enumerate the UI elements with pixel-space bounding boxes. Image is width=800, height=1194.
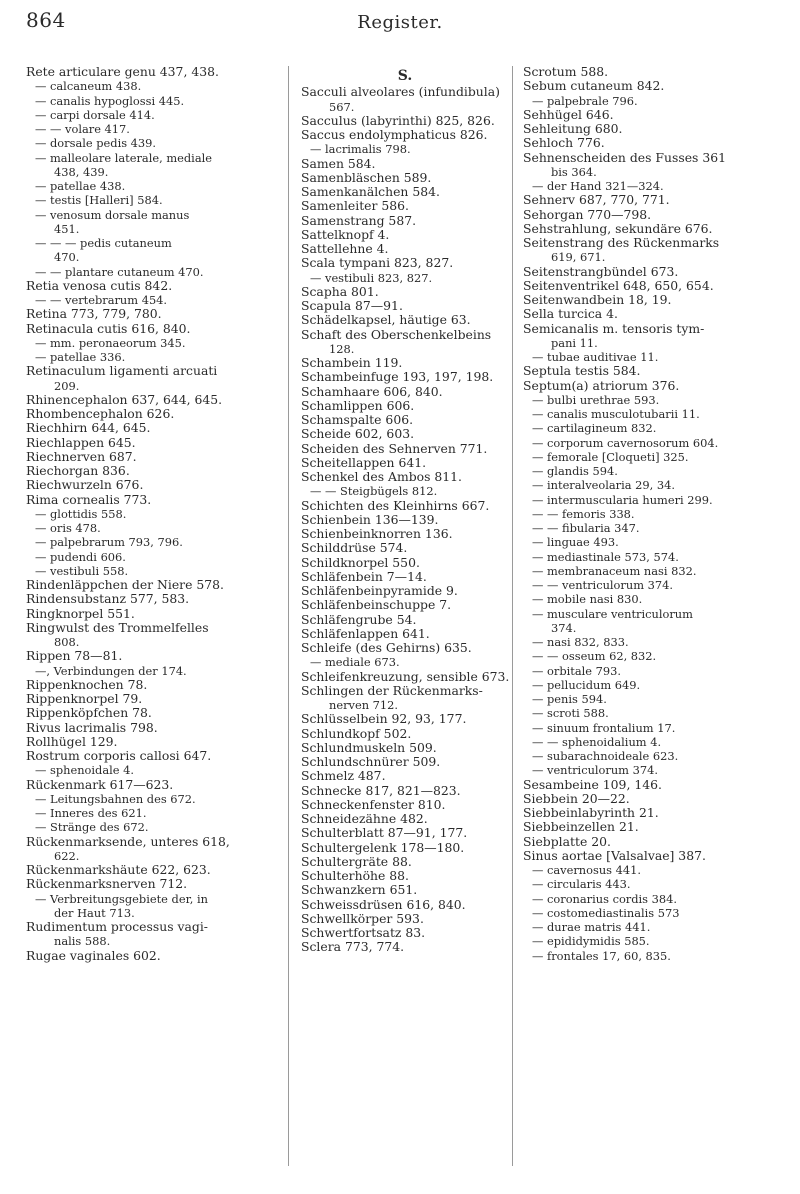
index-entry: Schambein 119. bbox=[301, 355, 403, 370]
index-subentry: — der Hand 321—324. bbox=[532, 179, 664, 193]
index-subentry: — glandis 594. bbox=[532, 464, 618, 478]
index-entry: Schultergräte 88. bbox=[301, 853, 412, 869]
index-entry: Sehleitung 680. bbox=[523, 121, 623, 136]
index-subentry: — membranaceum nasi 832. bbox=[532, 563, 697, 578]
index-entry: Sclera 773, 774. bbox=[301, 939, 405, 955]
index-subentry: — malleolare laterale, mediale bbox=[35, 150, 212, 165]
index-entry: Schmelz 487. bbox=[301, 768, 386, 784]
index-entry: Riechwurzeln 676. bbox=[26, 477, 144, 493]
index-entry-continuation: 470. bbox=[54, 250, 80, 265]
index-subentry: — carpi dorsale 414. bbox=[35, 107, 155, 122]
index-subentry: — — fibularia 347. bbox=[532, 521, 640, 535]
index-entry: Sebum cutaneum 842. bbox=[523, 78, 665, 94]
index-column-3 bbox=[523, 65, 778, 963]
index-entry: Samenbläschen 589. bbox=[301, 169, 432, 185]
index-entry: Schläfenbeinpyramide 9. bbox=[301, 583, 458, 598]
index-entry: Rückenmarksnerven 712. bbox=[26, 876, 188, 892]
index-entry-continuation: pani 11. bbox=[551, 335, 598, 350]
index-entry: Ringknorpel 551. bbox=[26, 605, 135, 621]
index-entry: Schleifenkreuzung, sensible 673. bbox=[301, 668, 510, 684]
index-entry: Schleife (des Gehirns) 635. bbox=[301, 640, 472, 655]
index-entry: Sehorgan 770—798. bbox=[523, 206, 652, 222]
index-entry: Schädelkapsel, häutige 63. bbox=[301, 312, 471, 328]
index-entry: Schlingen der Rückenmarks- bbox=[301, 682, 483, 698]
index-entry: Schultergelenk 178—180. bbox=[301, 839, 465, 855]
index-subentry: — Leitungsbahnen des 672. bbox=[35, 791, 196, 806]
index-entry: Scapha 801. bbox=[301, 283, 379, 299]
index-subentry: — tubae auditivae 11. bbox=[532, 350, 659, 364]
index-entry: Seitenventrikel 648, 650, 654. bbox=[523, 277, 714, 293]
index-subentry: — — osseum 62, 832. bbox=[532, 649, 657, 664]
index-subentry: — lacrimalis 798. bbox=[310, 142, 411, 157]
index-entry: Schlundkopf 502. bbox=[301, 725, 412, 741]
index-entry: Rippenknorpel 79. bbox=[26, 691, 143, 706]
index-column-2 bbox=[301, 65, 509, 955]
index-entry: Semicanalis m. tensoris tym- bbox=[523, 320, 705, 336]
index-subentry: — interalveolaria 29, 34. bbox=[532, 478, 676, 493]
index-subentry: — — sphenoidalium 4. bbox=[532, 734, 662, 749]
index-entry-continuation: nalis 588. bbox=[54, 934, 111, 949]
index-entry: Sattellehne 4. bbox=[301, 241, 389, 256]
index-subentry: — sphenoidale 4. bbox=[35, 763, 135, 778]
index-subentry: — subarachnoideale 623. bbox=[532, 749, 679, 763]
index-entry: Riechorgan 836. bbox=[26, 463, 130, 478]
index-entry: Riechlappen 645. bbox=[26, 434, 136, 450]
index-entry: Schulterblatt 87—91, 177. bbox=[301, 825, 468, 841]
index-subentry: — patellae 438. bbox=[35, 179, 126, 193]
index-entry: Siebbein 20—22. bbox=[523, 790, 630, 806]
index-subentry: — palpebrarum 793, 796. bbox=[35, 535, 183, 550]
index-subentry: — orbitale 793. bbox=[532, 663, 621, 678]
index-subentry: — penis 594. bbox=[532, 692, 607, 706]
index-subentry: — costomediastinalis 573 bbox=[532, 905, 680, 920]
index-entry: Retia venosa cutis 842. bbox=[26, 277, 173, 293]
index-entry-continuation: 438, 439. bbox=[54, 164, 109, 179]
index-subentry: —, Verbindungen der 174. bbox=[35, 663, 187, 678]
column-divider bbox=[512, 66, 513, 1166]
index-entry: Schildknorpel 550. bbox=[301, 554, 420, 570]
index-entry-continuation: bis 364. bbox=[551, 164, 597, 179]
index-subentry: — — Steigbügels 812. bbox=[310, 484, 438, 499]
index-entry: Schnecke 817, 821—823. bbox=[301, 782, 461, 798]
index-subentry: — — — pedis cutaneum bbox=[35, 236, 172, 250]
index-entry: Rostrum corporis callosi 647. bbox=[26, 748, 212, 763]
index-entry: Septum(a) atriorum 376. bbox=[523, 377, 680, 393]
index-subentry: — corporum cavernosorum 604. bbox=[532, 435, 719, 450]
index-subentry: — mediale 673. bbox=[310, 655, 400, 670]
index-entry: Septula testis 584. bbox=[523, 363, 641, 379]
index-entry-continuation: 622. bbox=[54, 848, 80, 863]
index-entry: Schamhaare 606, 840. bbox=[301, 383, 443, 399]
index-subentry: — nasi 832, 833. bbox=[532, 635, 629, 649]
index-entry: Schneckenfenster 810. bbox=[301, 796, 446, 812]
index-entry: Riechnerven 687. bbox=[26, 448, 137, 464]
index-subentry: — glottidis 558. bbox=[35, 506, 127, 521]
index-entry: Sehnerv 687, 770, 771. bbox=[523, 192, 670, 208]
index-subentry: — patellae 336. bbox=[35, 350, 126, 364]
index-subentry: — ventriculorum 374. bbox=[532, 763, 658, 778]
index-entry: Rete articulare genu 437, 438. bbox=[26, 64, 219, 79]
index-entry: Schaft des Oberschenkelbeins bbox=[301, 326, 492, 342]
index-entry: Rippen 78—81. bbox=[26, 648, 123, 664]
index-entry: Siebplatte 20. bbox=[523, 833, 611, 849]
index-entry-continuation: 451. bbox=[54, 221, 80, 236]
index-subentry: — Stränge des 672. bbox=[35, 820, 149, 835]
index-entry: Scheiden des Sehnerven 771. bbox=[301, 440, 488, 456]
index-subentry: — — plantare cutaneum 470. bbox=[35, 264, 204, 279]
index-subentry: — oris 478. bbox=[35, 521, 101, 535]
index-subentry: — durae matris 441. bbox=[532, 920, 651, 934]
index-entry: Sacculi alveolares (infundibula) bbox=[301, 84, 500, 100]
index-subentry: — mm. peronaeorum 345. bbox=[35, 335, 186, 350]
index-subentry: — femorale [Cloqueti] 325. bbox=[532, 449, 689, 464]
index-entry: Seitenwandbein 18, 19. bbox=[523, 292, 672, 307]
index-entry-continuation: 209. bbox=[54, 378, 80, 393]
index-entry: Rollhügel 129. bbox=[26, 733, 118, 749]
index-subentry: — — femoris 338. bbox=[532, 506, 635, 521]
index-entry-continuation: 128. bbox=[329, 341, 355, 356]
index-entry: Schulterhöhe 88. bbox=[301, 868, 409, 883]
index-subentry: — canalis musculotubarii 11. bbox=[532, 407, 700, 421]
index-entry: Sella turcica 4. bbox=[523, 306, 618, 322]
index-entry: Schienbein 136—139. bbox=[301, 511, 439, 527]
index-entry: Rima cornealis 773. bbox=[26, 491, 152, 507]
index-subentry: — frontales 17, 60, 835. bbox=[532, 948, 671, 963]
index-subentry: — musculare ventriculorum bbox=[532, 606, 693, 621]
index-entry: Ringwulst des Trommelfelles bbox=[26, 619, 209, 635]
index-subentry: — mobile nasi 830. bbox=[532, 592, 643, 607]
index-entry: Retinaculum ligamenti arcuati bbox=[26, 363, 218, 379]
index-entry-continuation: 567. bbox=[329, 99, 355, 114]
index-entry: Rückenmarksende, unteres 618, bbox=[26, 833, 230, 849]
index-subentry: — — volare 417. bbox=[35, 122, 130, 136]
index-subentry: — testis [Halleri] 584. bbox=[35, 193, 163, 208]
index-entry: Rippenköpfchen 78. bbox=[26, 705, 152, 721]
index-entry: Schichten des Kleinhirns 667. bbox=[301, 497, 490, 513]
index-entry: Rugae vaginales 602. bbox=[26, 947, 161, 963]
index-entry: Schläfenbein 7—14. bbox=[301, 568, 427, 584]
index-entry: Samenstrang 587. bbox=[301, 212, 417, 228]
index-entry: Sehnenscheiden des Fusses 361 bbox=[523, 149, 726, 165]
index-entry: Rindenläppchen der Niere 578. bbox=[26, 577, 224, 592]
index-entry: Rückenmark 617—623. bbox=[26, 776, 174, 792]
index-entry: Schienbeinknorren 136. bbox=[301, 526, 453, 541]
index-entry: Rudimentum processus vagi- bbox=[26, 919, 208, 934]
index-entry: Rhinencephalon 637, 644, 645. bbox=[26, 391, 223, 407]
index-entry-continuation: nerven 712. bbox=[329, 698, 399, 712]
page-number: 864 bbox=[26, 8, 66, 32]
index-subentry: — coronarius cordis 384. bbox=[532, 891, 678, 906]
index-entry: Sehloch 776. bbox=[523, 135, 605, 151]
index-entry: Rhombencephalon 626. bbox=[26, 406, 175, 421]
index-entry: Rippenknochen 78. bbox=[26, 676, 148, 692]
index-entry-continuation: 619, 671. bbox=[551, 250, 606, 265]
index-entry: Schweissdrüsen 616, 840. bbox=[301, 896, 466, 912]
index-entry: Schlundmuskeln 509. bbox=[301, 739, 437, 755]
index-subentry: — Inneres des 621. bbox=[35, 806, 147, 820]
index-subentry: — pudendi 606. bbox=[35, 549, 126, 564]
index-entry: Siebbeinzellen 21. bbox=[523, 819, 639, 835]
index-subentry: — linguae 493. bbox=[532, 535, 619, 550]
section-letter: S. bbox=[397, 68, 413, 84]
index-entry: Retinacula cutis 616, 840. bbox=[26, 320, 191, 336]
index-column-1 bbox=[26, 65, 274, 963]
index-entry: Schläfengrube 54. bbox=[301, 611, 417, 627]
index-entry: Schamlippen 606. bbox=[301, 397, 415, 413]
index-subentry: — epididymidis 585. bbox=[532, 934, 650, 949]
index-subentry: — circularis 443. bbox=[532, 877, 631, 892]
index-entry: Sehhügel 646. bbox=[523, 106, 614, 122]
index-subentry: — cavernosus 441. bbox=[532, 863, 642, 877]
index-entry: Samenkanälchen 584. bbox=[301, 184, 440, 199]
index-entry: Sattelknopf 4. bbox=[301, 226, 390, 242]
column-divider bbox=[288, 66, 289, 1166]
index-entry-continuation: 374. bbox=[551, 620, 577, 635]
running-head: Register. bbox=[357, 12, 443, 33]
index-entry: Sesambeine 109, 146. bbox=[523, 776, 662, 792]
index-entry: Sehstrahlung, sekundäre 676. bbox=[523, 220, 713, 236]
index-subentry: — venosum dorsale manus bbox=[35, 207, 190, 222]
index-entry: Schlundschnürer 509. bbox=[301, 754, 441, 769]
index-subentry: — — vertebrarum 454. bbox=[35, 293, 168, 307]
index-entry: Rivus lacrimalis 798. bbox=[26, 719, 158, 735]
index-entry: Scheide 602, 603. bbox=[301, 426, 415, 442]
index-subentry: — vestibuli 558. bbox=[35, 563, 129, 578]
index-subentry: — dorsale pedis 439. bbox=[35, 136, 157, 151]
index-entry: Schilddrüse 574. bbox=[301, 540, 408, 556]
index-subentry: — pellucidum 649. bbox=[532, 677, 641, 692]
index-entry: Scrotum 588. bbox=[523, 64, 609, 79]
index-subentry: — canalis hypoglossi 445. bbox=[35, 93, 185, 108]
index-entry-continuation: der Haut 713. bbox=[54, 905, 135, 920]
index-entry: Schneidezähne 482. bbox=[301, 811, 428, 826]
index-subentry: — vestibuli 823, 827. bbox=[310, 270, 433, 285]
index-entry: Schwanzkern 651. bbox=[301, 882, 418, 898]
index-subentry: — mediastinale 573, 574. bbox=[532, 549, 679, 564]
index-entry: Samenleiter 586. bbox=[301, 198, 409, 214]
index-entry: Sinus aortae [Valsalvae] 387. bbox=[523, 847, 706, 863]
index-entry: Schenkel des Ambos 811. bbox=[301, 469, 462, 484]
index-entry: Samen 584. bbox=[301, 155, 376, 171]
index-subentry: — intermuscularia humeri 299. bbox=[532, 492, 713, 507]
index-entry: Rückenmarkshäute 622, 623. bbox=[26, 862, 211, 877]
index-subentry: — cartilagineum 832. bbox=[532, 421, 657, 436]
index-entry: Riechhirn 644, 645. bbox=[26, 420, 151, 436]
index-entry: Schlüsselbein 92, 93, 177. bbox=[301, 711, 467, 727]
index-subentry: — sinuum frontalium 17. bbox=[532, 720, 676, 735]
index-entry: Schambeinfuge 193, 197, 198. bbox=[301, 369, 494, 385]
index-entry: Seitenstrangbündel 673. bbox=[523, 263, 679, 279]
index-entry: Retina 773, 779, 780. bbox=[26, 306, 162, 322]
index-entry: Schamspalte 606. bbox=[301, 412, 414, 427]
index-entry: Scheitellappen 641. bbox=[301, 454, 427, 470]
index-subentry: — calcaneum 438. bbox=[35, 79, 142, 94]
index-entry: Saccus endolymphaticus 826. bbox=[301, 127, 488, 142]
index-subentry: — bulbi urethrae 593. bbox=[532, 392, 660, 407]
index-subentry: — Verbreitungsgebiete der, in bbox=[35, 891, 208, 906]
index-entry-continuation: 808. bbox=[54, 635, 80, 649]
index-subentry: — — ventriculorum 374. bbox=[532, 578, 673, 592]
index-subentry: — scroti 588. bbox=[532, 706, 609, 721]
index-entry: Schwellkörper 593. bbox=[301, 910, 424, 926]
index-entry: Scala tympani 823, 827. bbox=[301, 255, 454, 271]
index-entry: Schwertfortsatz 83. bbox=[301, 925, 426, 940]
index-entry: Siebbeinlabyrinth 21. bbox=[523, 805, 659, 820]
index-entry: Seitenstrang des Rückenmarks bbox=[523, 235, 720, 250]
index-entry: Schläfenbeinschuppe 7. bbox=[301, 597, 452, 613]
index-entry: Scapula 87—91. bbox=[301, 298, 403, 313]
index-subentry: — palpebrale 796. bbox=[532, 93, 638, 108]
index-entry: Rindensubstanz 577, 583. bbox=[26, 591, 190, 607]
index-entry: Schläfenlappen 641. bbox=[301, 625, 430, 641]
index-entry: Sacculus (labyrinthi) 825, 826. bbox=[301, 112, 495, 128]
